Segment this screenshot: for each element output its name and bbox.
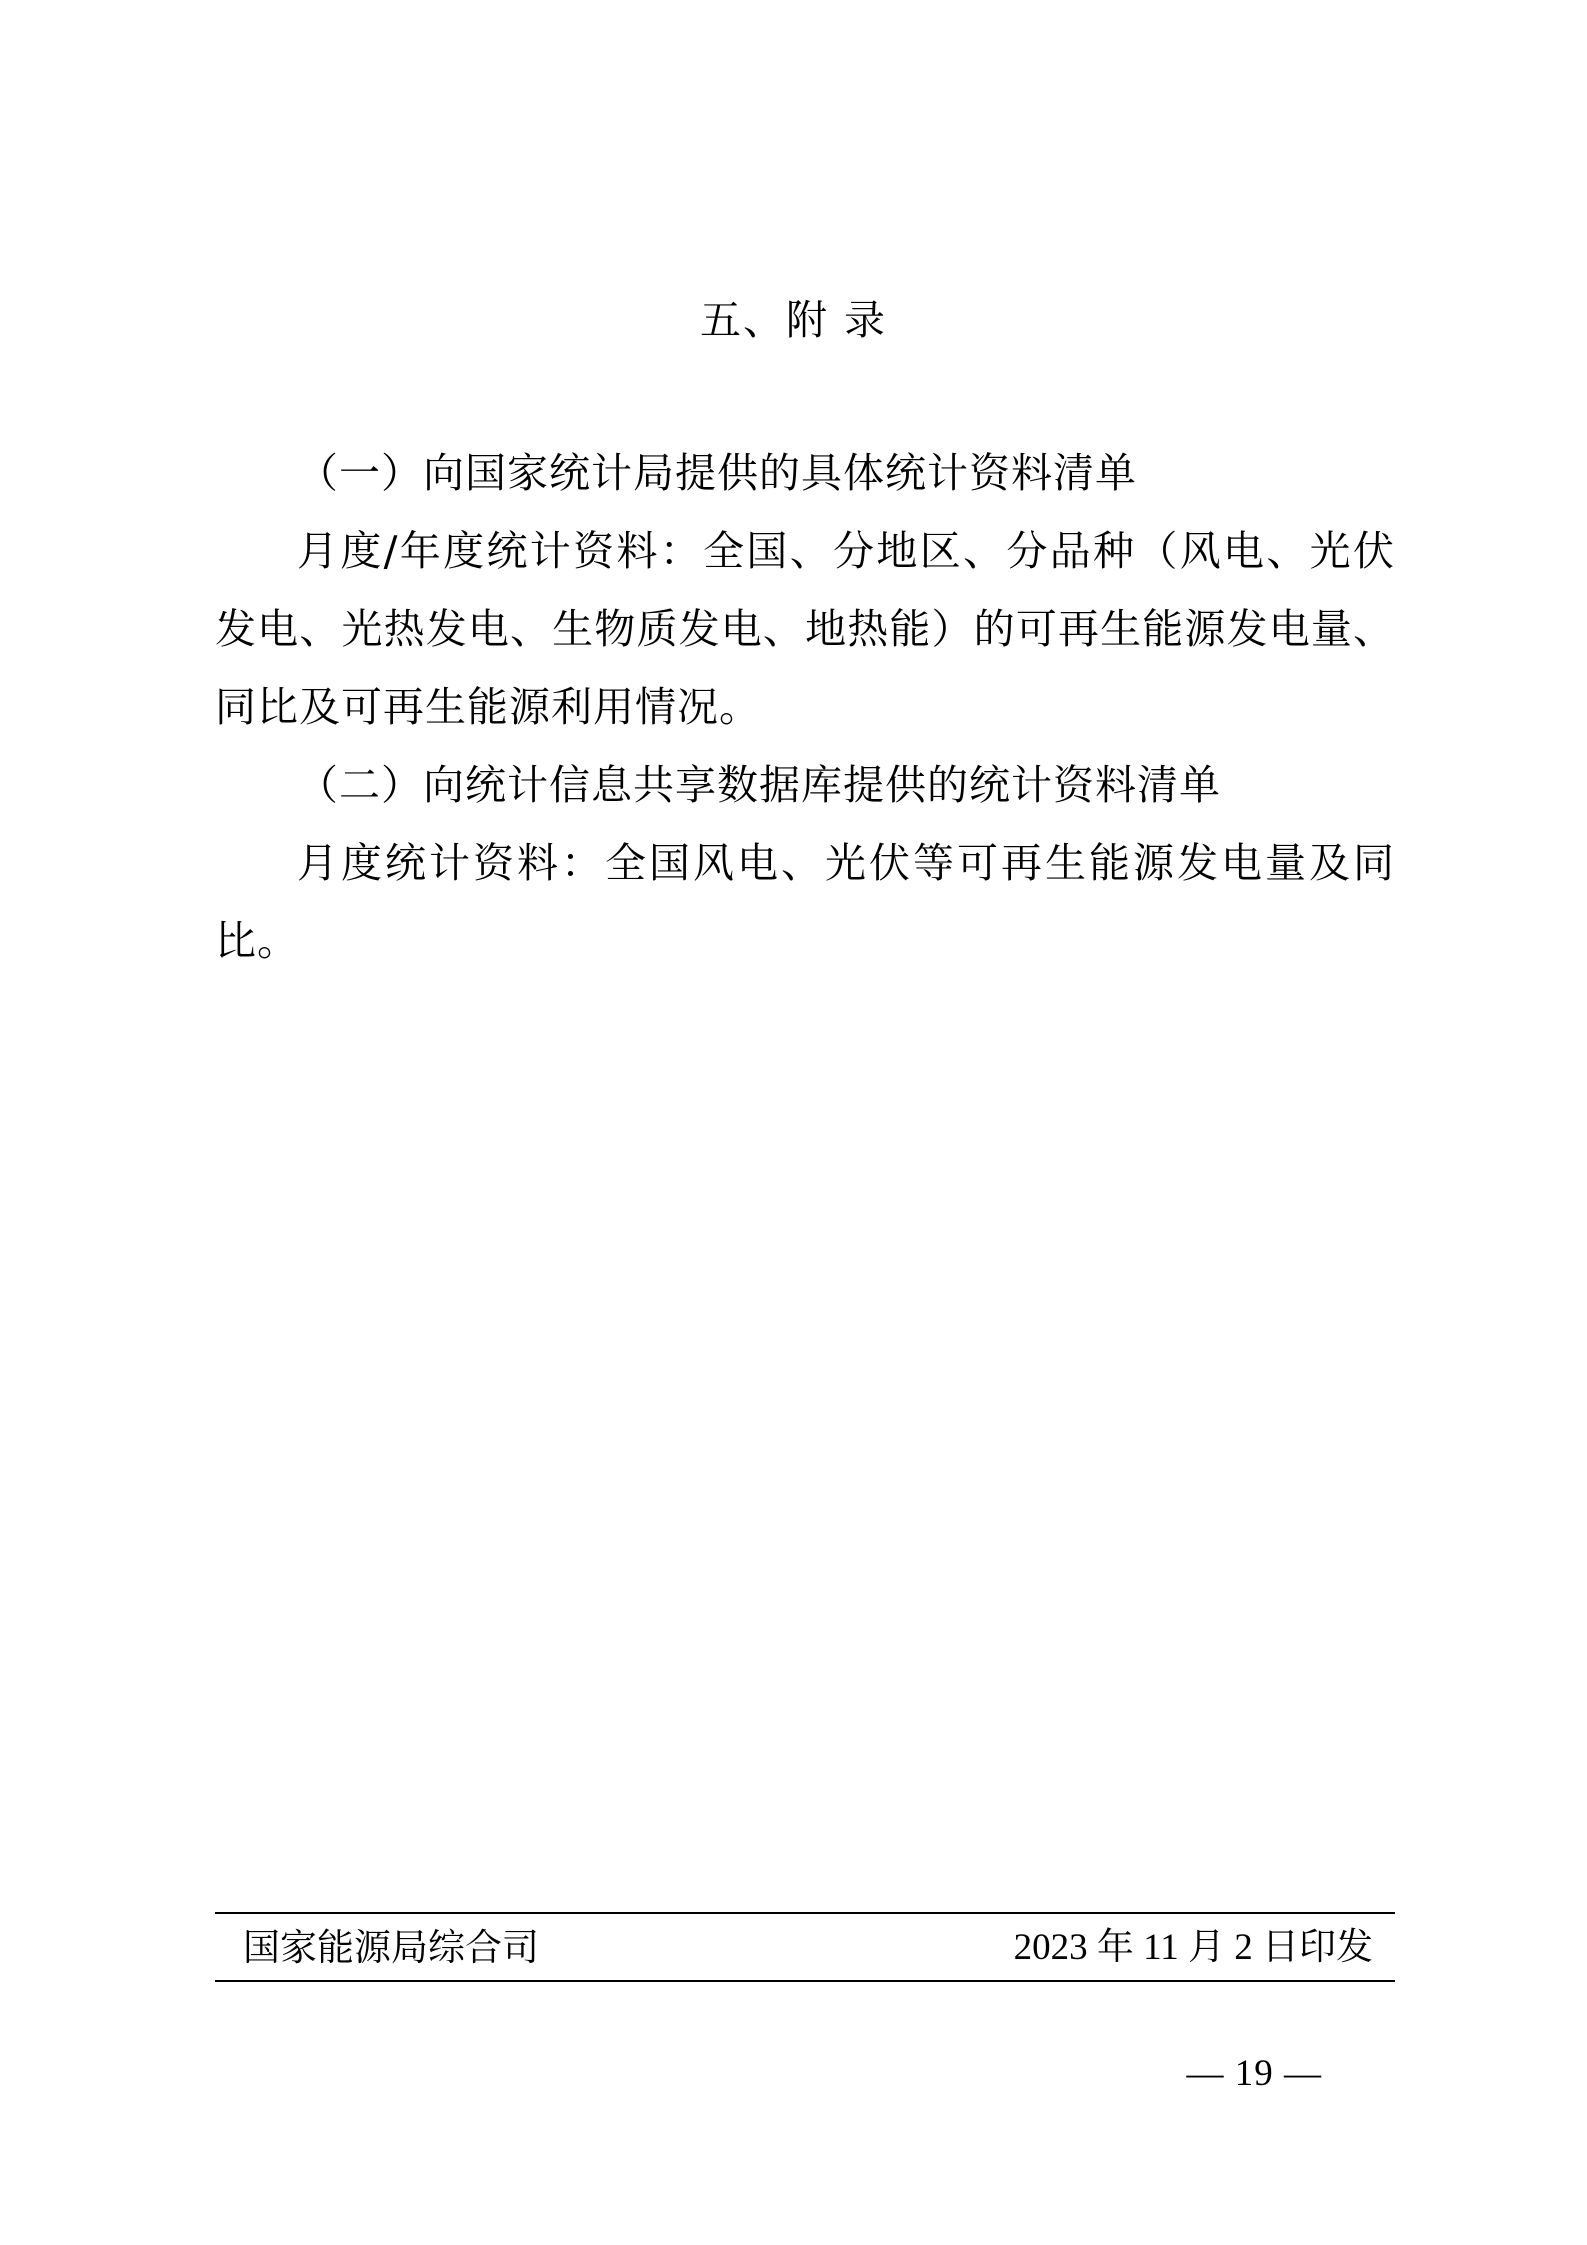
paragraph-shared-database-list: 月度统计资料：全国风电、光伏等可再生能源发电量及同比。 <box>215 839 1395 965</box>
page-number: — 19 — <box>1186 2053 1322 2094</box>
subsection-heading-2: （二）向统计信息共享数据库提供的统计资料清单 <box>297 761 1221 809</box>
paragraph-statistics-bureau-list: 月度/年度统计资料：全国、分地区、分品种（风电、光伏发电、光热发电、生物质发电、地热能）的可再生能源发电量、同比及可再生能源利用情况。 <box>215 527 1395 731</box>
footer-bottom-rule <box>215 1980 1395 1982</box>
document-body <box>215 434 1395 980</box>
footer-issue-date: 2023 年 11 月 2 日印发 <box>1013 1927 1373 1968</box>
section-title: 五、附 录 <box>699 296 888 344</box>
subsection-heading-1: （一）向国家统计局提供的具体统计资料清单 <box>297 449 1137 497</box>
footer-top-rule <box>215 1912 1395 1914</box>
footer-issuer: 国家能源局综合司 <box>243 1926 539 1969</box>
